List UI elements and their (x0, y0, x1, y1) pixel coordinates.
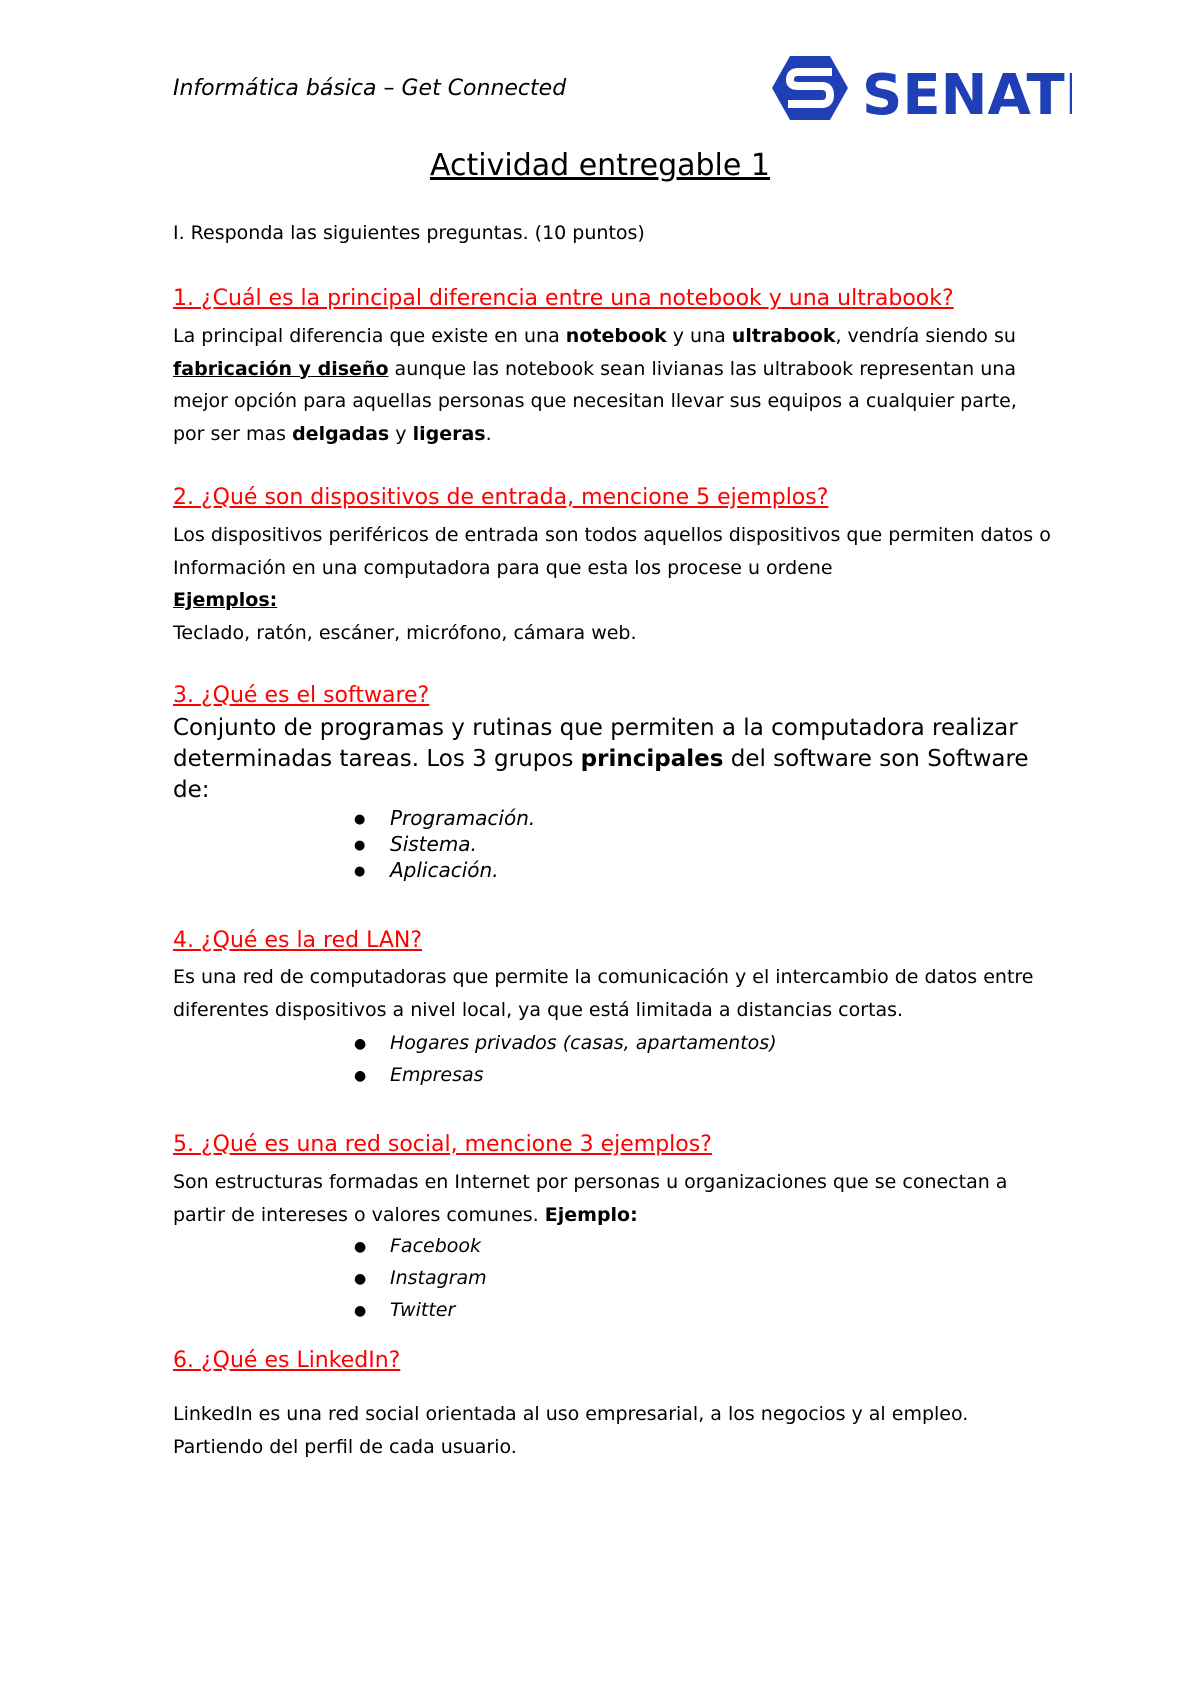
list-item: ● Aplicación. (354, 857, 535, 883)
software-groups-list (354, 805, 535, 883)
question-3-heading: 3. ¿Qué es el software? (173, 683, 430, 708)
page-title: Actividad entregable 1 (430, 148, 770, 183)
question-4-heading: 4. ¿Qué es la red LAN? (173, 928, 423, 953)
question-5-heading: 5. ¿Qué es una red social, mencione 3 ejemplos? (173, 1132, 712, 1157)
list-item: ● Sistema. (354, 831, 535, 857)
list-item: ● Twitter (354, 1294, 487, 1326)
question-2-heading: 2. ¿Qué son dispositivos de entrada, mencione 5 ejemplos? (173, 485, 829, 510)
list-item: ● Facebook (354, 1230, 487, 1262)
list-item: ● Programación. (354, 805, 535, 831)
list-item: ● Instagram (354, 1262, 487, 1294)
list-item: ● Empresas (354, 1059, 777, 1091)
senati-logo-icon (772, 52, 1072, 124)
logo-text: SENATI (862, 63, 1072, 124)
answer-1: La principal diferencia que existe en una notebook y una ultrabook, vendría siendo su fabricación y diseño aunque las notebook sean livianas las ultrabook representan una mejor opción para aquellas personas que necesitan llevar sus equipos a cualquier parte, por ser mas delgadas y ligeras. (173, 325, 1017, 445)
answer-3: Conjunto de programas y rutinas que permiten a la computadora realizar determinadas tareas. Los 3 grupos principales del software son Software de: (173, 715, 1029, 803)
senati-logo (772, 52, 1072, 124)
examples-label: Ejemplos: (173, 589, 278, 611)
social-networks-list (354, 1230, 487, 1326)
answer-2: Los dispositivos periféricos de entrada son todos aquellos dispositivos que permiten datos o Información en una computadora para que esta los procese u ordene Ejemplos: Teclado, ratón, escáner, micrófono, cámara web. (173, 519, 1053, 649)
instructions: I. Responda las siguientes preguntas. (10 puntos) (173, 222, 645, 244)
answer-6: LinkedIn es una red social orientada al uso empresarial, a los negocios y al empleo. Partiendo del perfil de cada usuario. (173, 1403, 969, 1458)
lan-examples-list (354, 1027, 777, 1091)
course-header: Informática básica – Get Connected (173, 76, 567, 101)
question-1-heading: 1. ¿Cuál es la principal diferencia entre una notebook y una ultrabook? (173, 286, 954, 311)
question-6-heading: 6. ¿Qué es LinkedIn? (173, 1348, 401, 1373)
examples-list: Teclado, ratón, escáner, micrófono, cámara web. (173, 621, 637, 644)
answer-4: Es una red de computadoras que permite la comunicación y el intercambio de datos entre diferentes dispositivos a nivel local, ya que está limitada a distancias cortas. (173, 966, 1034, 1021)
list-item: ● Hogares privados (casas, apartamentos) (354, 1027, 777, 1059)
answer-5: Son estructuras formadas en Internet por personas u organizaciones que se conectan a partir de intereses o valores comunes. Ejemplo: (173, 1171, 1008, 1226)
